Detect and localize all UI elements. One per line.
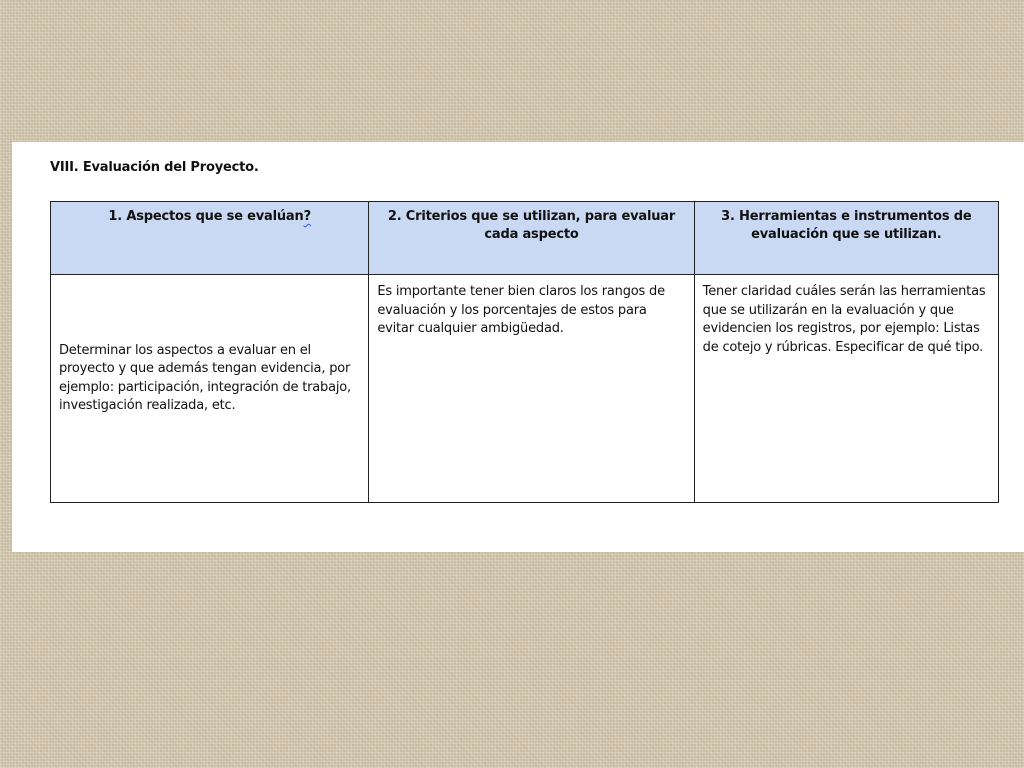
header-aspects	[51, 202, 369, 275]
header-criteria-label: 2. Criterios que se utilizan, para evaluar cada aspecto	[387, 209, 676, 242]
cell-criteria	[369, 275, 694, 503]
header-criteria	[369, 202, 694, 275]
header-tools-label: 3. Herramientas e instrumentos de evaluación que se utilizan.	[721, 209, 972, 242]
cell-aspects-text: Determinar los aspectos a evaluar en el proyecto y que además tengan evidencia, por ejemplo: participación, integración de trabajo, investigación realizada, etc.	[59, 342, 351, 413]
cell-tools	[694, 275, 998, 503]
table-row	[51, 275, 999, 503]
evaluation-table	[50, 201, 999, 503]
header-aspects-label: 1. Aspectos que se evalúan	[108, 209, 304, 224]
table-header-row	[51, 202, 999, 275]
section-title: VIII. Evaluación del Proyecto.	[50, 160, 259, 175]
cell-aspects	[51, 275, 369, 503]
cell-tools-text: Tener claridad cuáles serán las herramientas que se utilizarán en la evaluación y que evidencien los registros, por ejemplo: Listas de cotejo y rúbricas. Especificar de qué tipo.	[702, 284, 986, 355]
cell-criteria-text: Es importante tener bien claros los rangos de evaluación y los porcentajes de estos para evitar cualquier ambigüedad.	[377, 284, 665, 336]
document-page	[12, 142, 1024, 552]
spellcheck-mark: ?	[303, 209, 311, 224]
header-tools	[694, 202, 998, 275]
